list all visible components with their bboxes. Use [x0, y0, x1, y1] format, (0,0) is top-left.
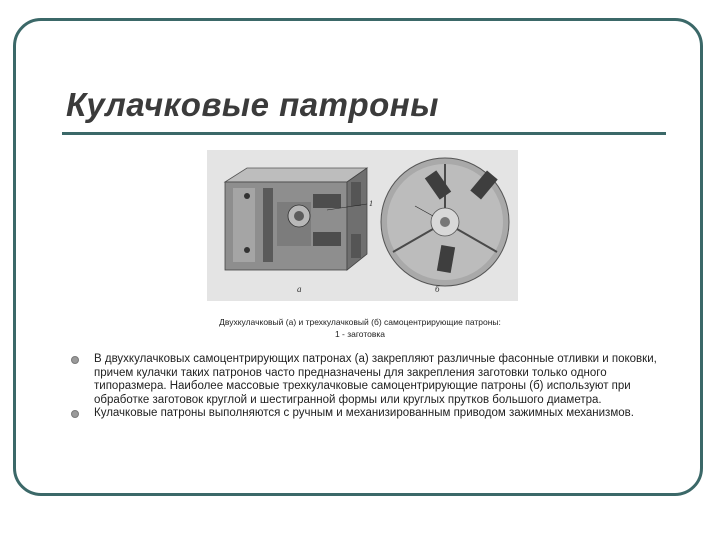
figure-label-b: б	[435, 284, 440, 294]
figure-label-1: 1	[369, 199, 373, 208]
figure-caption	[160, 316, 560, 340]
bullet-dot-icon	[71, 356, 79, 364]
bullet-item	[70, 353, 670, 407]
title-underline	[62, 132, 666, 135]
bullet-dot-icon	[71, 410, 79, 418]
bullet-list	[70, 353, 670, 421]
three-jaw-chuck-image	[381, 158, 509, 286]
chuck-figure	[207, 150, 518, 301]
chuck-illustration	[207, 150, 518, 301]
bullet-text: Кулачковые патроны выполняются с ручным и механизированным приводом зажимных механизмов.	[94, 407, 634, 419]
bullet-item	[70, 407, 670, 421]
two-jaw-chuck-image	[225, 168, 367, 270]
slide-title: Кулачковые патроны	[66, 86, 439, 123]
bullet-text: В двухкулачковых самоцентрирующих патронах (а) закрепляют различные фасонные отливки и поковки, причем кулачки таких патронов часто предназначены для закрепления заготовки только одного типоразмера. Наиболее массовые трехкулачковые самоцентрирующие патроны (б) используют при обработке заготовок круглой и шестигранной формы или круглых прутков большого диаметра.	[94, 353, 657, 406]
figure-label-a: а	[297, 284, 302, 294]
caption-line-2: 1 - заготовка	[334, 329, 386, 339]
caption-line-1: Двухкулачковый (а) и трехкулачковый (б) самоцентрирующие патроны:	[219, 317, 501, 327]
